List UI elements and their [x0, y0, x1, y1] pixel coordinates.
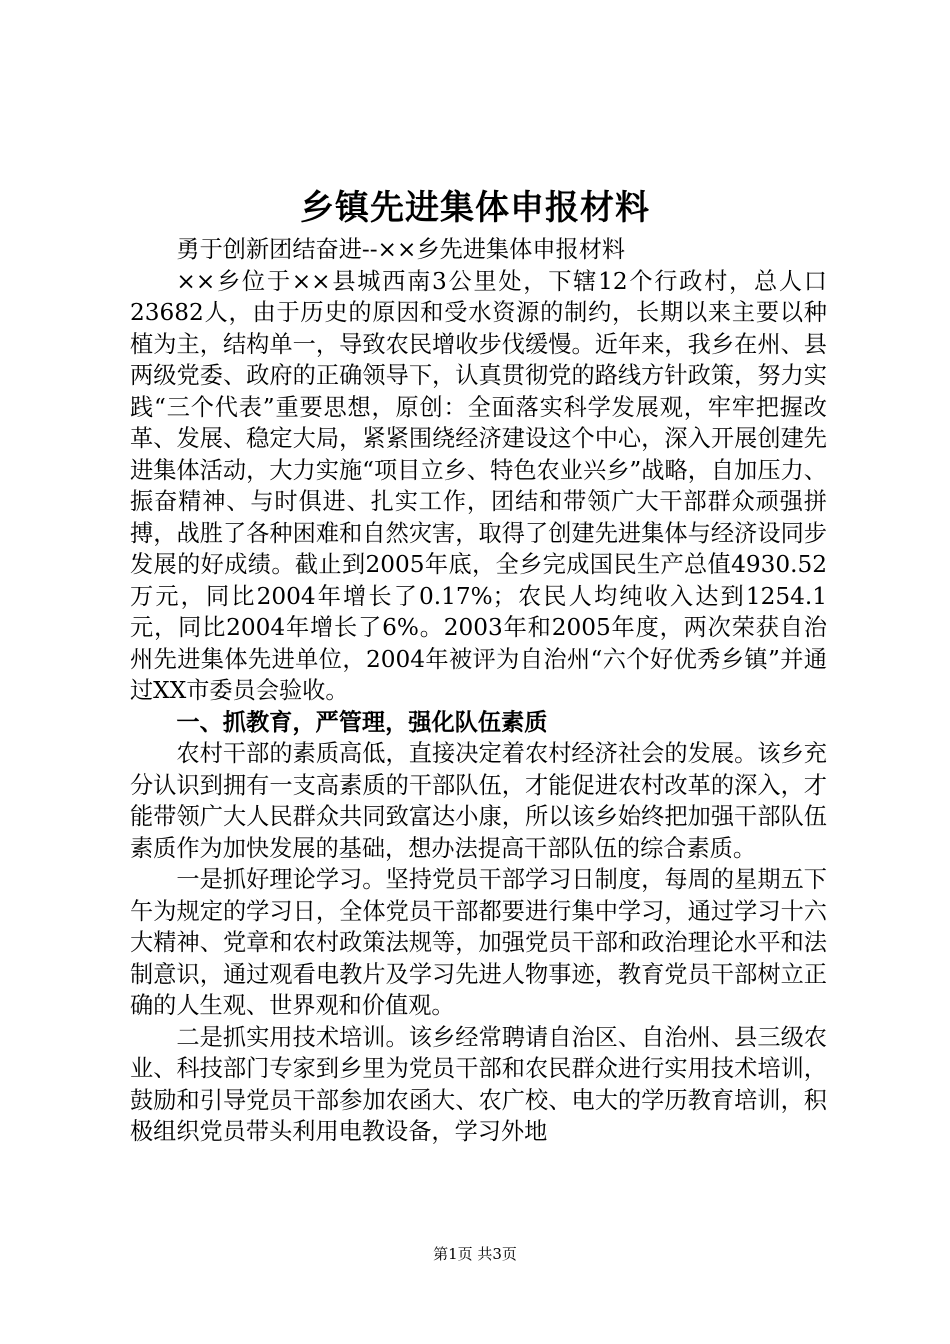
- subtitle-paragraph: 勇于创新团结奋进--××乡先进集体申报材料: [176, 236, 626, 263]
- intro-paragraph: ××乡位于××县城西南3公里处，下辖12个行政村，总人口23682人，由于历史的原因和受水资源的制约，长期以来主要以种植为主，结构单一，导致农民增收步伐缓慢。近年来，我乡在州、县两级党委、政府的正确领导下，认真贯彻党的路线方针政策，努力实践“三个代表”重要思想，原创：全面落实科学发展观，牢牢把握改革、发展、稳定大局，紧紧围绕经济建设这个中心，深入开展创建先进集体活动，大力实施“项目立乡、特色农业兴乡”战略，自加压力、振奋精神、与时俱进、扎实工作，团结和带领广大干部群众顽强拼搏，战胜了各种困难和自然灾害，取得了创建先进集体与经济设同步发展的好成绩。截止到2005年底，全乡完成国民生产总值4930.52万元，同比2004年增长了0.17%；农民人均纯收入达到1254.1元，同比2004年增长了6%。2003年和2005年度，两次荣获自治州先进集体先进单位，2004年被评为自治州“六个好优秀乡镇”并通过XX市委员会验收。: [130, 267, 827, 704]
- body-paragraph: 农村干部的素质高低，直接决定着农村经济社会的发展。该乡充分认识到拥有一支高素质的干部队伍，才能促进农村改革的深入，才能带领广大人民群众共同致富达小康，所以该乡始终把加强干部队伍素质作为加快发展的基础，想办法提高干部队伍的综合素质。: [130, 740, 827, 862]
- document-title: 乡镇先进集体申报材料: [300, 188, 650, 228]
- page-footer: 第1页 共3页: [433, 1245, 517, 1263]
- body-paragraph: 一是抓好理论学习。坚持党员干部学习日制度，每周的星期五下午为规定的学习日，全体党员干部都要进行集中学习，通过学习十六大精神、党章和农村政策法规等，加强党员干部和政治理论水平和法制意识，通过观看电教片及学习先进人物事迹，教育党员干部树立正确的人生观、世界观和价值观。: [130, 866, 827, 1019]
- body-paragraph: 二是抓实用技术培训。该乡经常聘请自治区、自治州、县三级农业、科技部门专家到乡里为党员干部和农民群众进行实用技术培训，鼓励和引导党员干部参加农函大、农广校、电大的学历教育培训，积极组织党员带头利用电教设备，学习外地: [130, 1023, 827, 1145]
- document-body: [130, 234, 827, 1148]
- section-heading: 一、抓教育，严管理，强化队伍素质: [176, 708, 548, 736]
